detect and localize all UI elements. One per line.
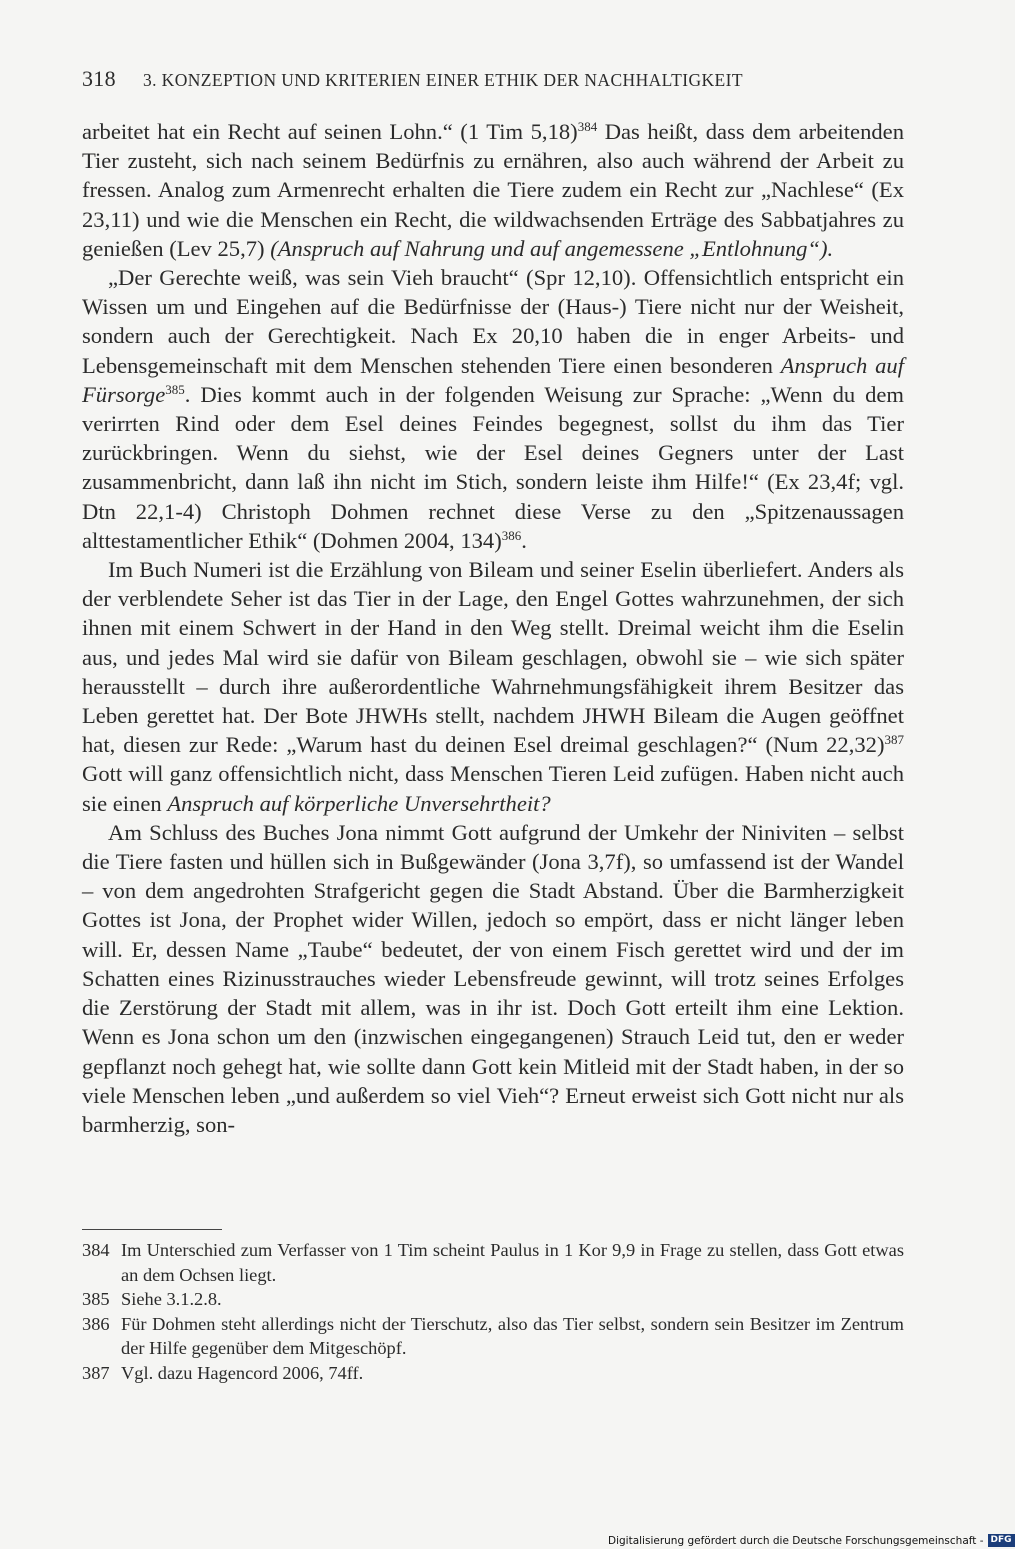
footnote-reference: 385 — [165, 381, 185, 397]
footnote-number: 386 — [82, 1313, 110, 1334]
footnote — [82, 1312, 904, 1361]
footnote-reference: 387 — [884, 732, 904, 748]
footnote-reference: 386 — [501, 527, 522, 543]
footnote-reference: 384 — [577, 119, 598, 134]
paragraph — [82, 263, 904, 555]
text-segment: Gott will ganz offensichtlich nicht, dass Menschen Tieren Leid zufügen. Haben nicht auch sie einen — [82, 761, 904, 816]
footnote-number: 387 — [82, 1362, 110, 1383]
footnote-text: Im Unterschied zum Verfasser von 1 Tim scheint Paulus in 1 Kor 9,9 in Frage zu stellen, dass Gott etwas an dem Ochsen liegt. — [121, 1240, 904, 1285]
paragraph — [82, 555, 904, 818]
page-number: 318 — [82, 66, 116, 91]
paragraph — [82, 818, 904, 1139]
footnote — [82, 1361, 904, 1386]
text-segment: Das heißt, dass dem arbeitenden Tier zusteht, sich nach seinem Bedürfnis zu ernähren, also auch während der Arbeit zu fressen. Analog zum Armenrecht erhalten die Tiere zudem ein Recht zur „Nachlese“ (Ex 23,11) und wie die Menschen ein Recht, die wildwachsenden Erträge des Sabbatjahres zu genießen (Lev 25,7) — [82, 119, 904, 261]
text-segment: „Der Gerechte weiß, was sein Vieh braucht“ (Spr 12,10). Offensichtlich entspricht ein Wissen um und Eingehen auf die Bedürfnisse der (Haus-) Tiere nicht nur der Weisheit, sondern auch der Gerechtigkeit. Nach Ex 20,10 haben die in enger Arbeits- und Lebensgemeinschaft mit dem Menschen stehenden Tiere einen besonderen — [82, 265, 904, 378]
footnote-text: Für Dohmen steht allerdings nicht der Tierschutz, also das Tier selbst, sondern sein Besitzer im Zentrum der Hilfe gegenüber dem Mitgeschöpf. — [121, 1313, 904, 1358]
body-text — [82, 117, 904, 1139]
italic-text: (Anspruch auf Nahrung und auf angemessene „Entlohnung“). — [270, 235, 834, 261]
footnote-number: 384 — [82, 1240, 110, 1260]
footnote — [82, 1238, 904, 1287]
running-header — [82, 66, 912, 92]
footnote-text: Vgl. dazu Hagencord 2006, 74ff. — [121, 1362, 364, 1383]
text-segment: arbeitet hat ein Recht auf seinen Lohn.“ (1 Tim 5,18) — [82, 119, 578, 144]
italic-text: Anspruch auf Fürsorge — [82, 352, 904, 407]
footnote — [82, 1287, 904, 1312]
text-segment: Im Buch Numeri ist die Erzählung von Bileam und seiner Eselin überliefert. Anders als der verblendete Seher ist das Tier in der Lage, den Engel Gottes wahrzunehmen, der sich ihnen mit einem Schwert in der Hand in den Weg stellt. Dreimal weicht ihm die Eselin aus, und jedes Mal wird sie dafür von Bileam geschlagen, obwohl sie – wie sich später herausstellt – durch ihre außerordentliche Wahrnehmungsfähigkeit ihrem Besitzer das Leben gerettet hat. Der Bote JHWHs stellt, nachdem JHWH Bileam die Augen geöffnet hat, diesen zur Rede: „Warum hast du deinen Esel dreimal geschlagen?“ (Num 22,32) — [82, 557, 904, 758]
text-segment: Am Schluss des Buches Jona nimmt Gott aufgrund der Umkehr der Niniviten – selbst die Tiere fasten und hüllen sich in Bußgewänder (Jona 3,7f), so umfassend ist der Wandel – von dem angedrohten Strafgericht gegen die Stadt Abstand. Über die Barmherzigkeit Gottes ist Jona, der Prophet wider Willen, jedoch so empört, dass er nicht länger leben will. Er, dessen Name „Taube“ bedeutet, der von einem Fisch gerettet wird und der im Schatten eines Rizinusstrauches wieder Lebensfreude gewinnt, will trotz seines Erfolges die Zerstörung der Stadt mit allem, was in ihr ist. Doch Gott erteilt ihm eine Lektion. Wenn es Jona schon um den (inzwischen eingegangenen) Strauch Leid tut, den er weder gepflanzt noch gehegt hat, wie sollte dann Gott kein Mitleid mit der Stadt haben, in der so viele Menschen leben „und außerdem so viel Vieh“? Erneut erweist sich Gott nicht nur als barmherzig, son- — [82, 819, 904, 1137]
digitization-credit — [608, 1534, 1015, 1547]
text-segment: . — [521, 527, 527, 553]
text-segment: . Dies kommt auch in der folgenden Weisung zur Sprache: „Wenn du dem verirrten Rind oder dem Esel deines Feindes begegnest, sollst du ihm das Tier zurückbringen. Wenn du siehst, wie der Esel deines Gegners unter der Last zusammenbricht, dann laß ihn nicht im Stich, sondern leiste ihm Hilfe!“ (Ex 23,4f; vgl. Dtn 22,1-4) Christoph Dohmen rechnet diese Verse zu den „Spitzenaussagen alttestamentlicher Ethik“ (Dohmen 2004, 134) — [82, 381, 904, 553]
credit-text: Digitalisierung gefördert durch die Deutsche Forschungsgemeinschaft - — [608, 1534, 984, 1547]
paragraph — [82, 117, 904, 263]
running-title: 3. KONZEPTION UND KRITERIEN EINER ETHIK DER NACHHALTIGKEIT — [142, 70, 743, 90]
footnotes — [82, 1238, 904, 1385]
italic-text: Anspruch auf körperliche Unversehrtheit? — [167, 790, 551, 816]
footnote-number: 385 — [82, 1289, 110, 1309]
footnote-rule — [82, 1229, 222, 1230]
dfg-logo: DFG — [988, 1534, 1015, 1547]
footnote-text: Siehe 3.1.2.8. — [121, 1289, 222, 1309]
